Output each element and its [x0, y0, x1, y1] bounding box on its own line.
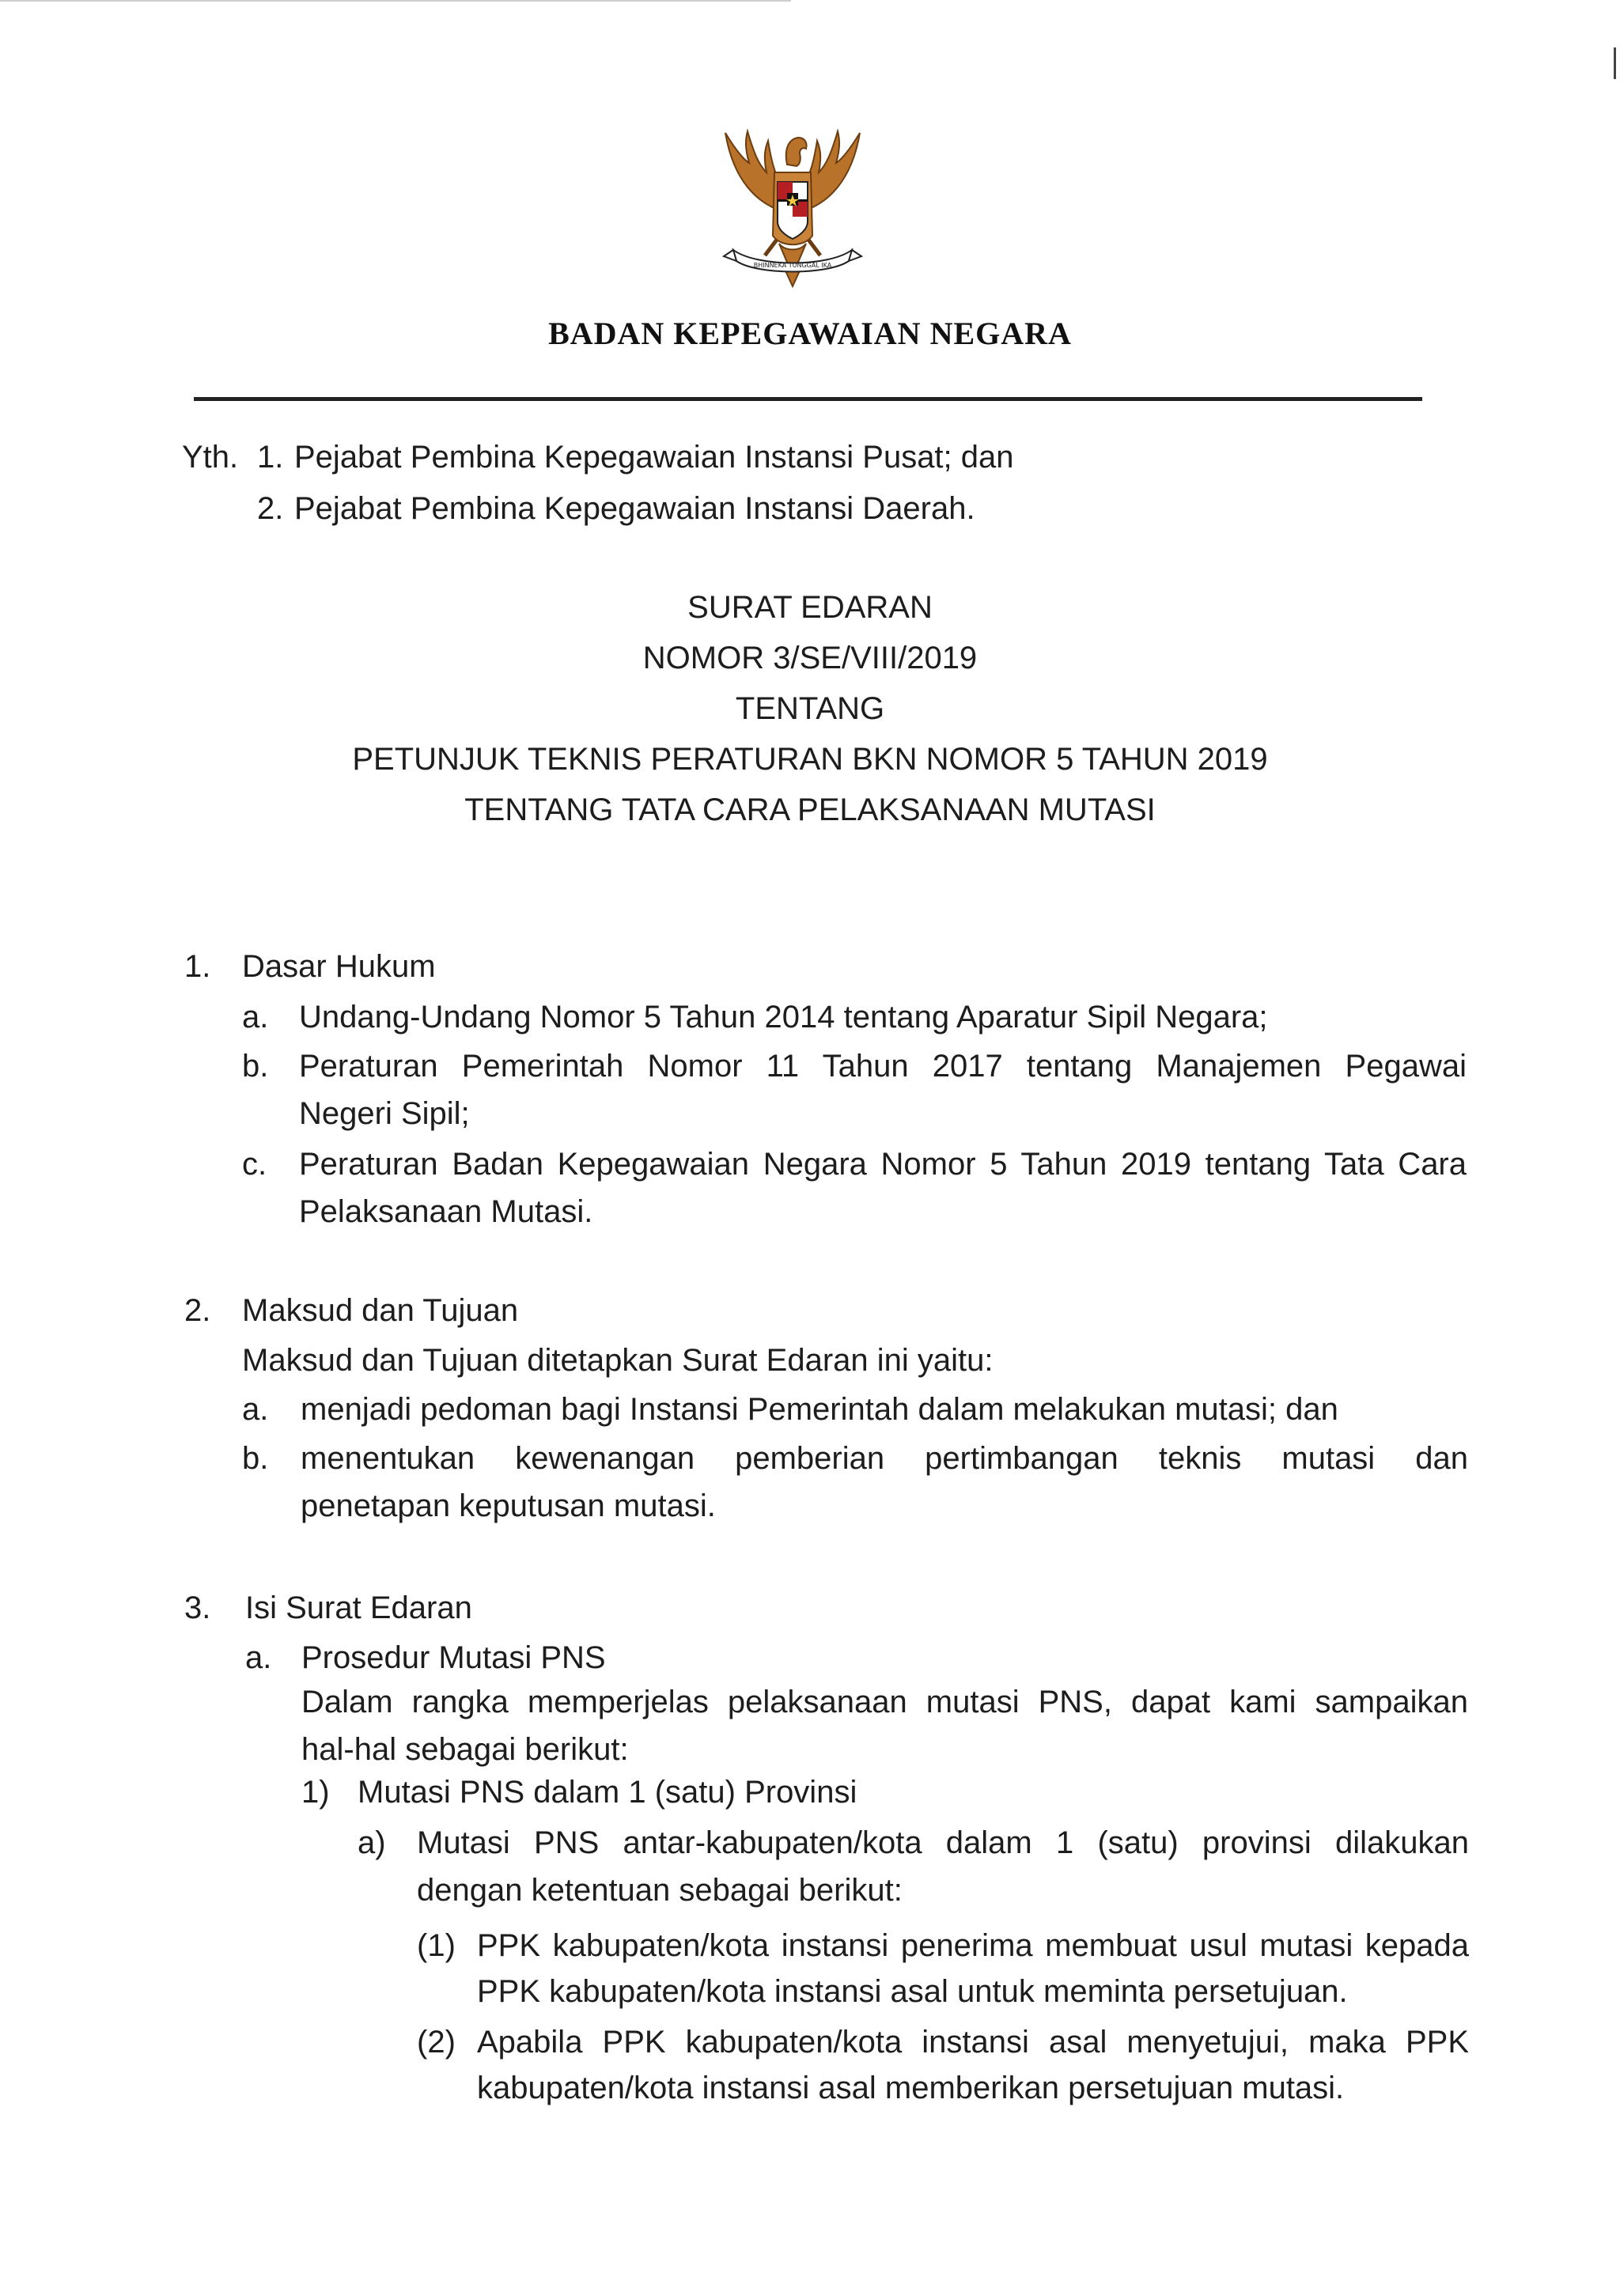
item-1-label: (1) — [417, 1928, 456, 1963]
scan-edge-mark — [1614, 47, 1616, 79]
addressee-num-2: 2. — [257, 491, 284, 526]
title-subject-line-1: PETUNJUK TEKNIS PERATURAN BKN NOMOR 5 TAHUN 2019 — [352, 742, 1268, 777]
section-3-item-a-text-line-2: hal-hal sebagai berikut: — [301, 1732, 629, 1767]
subpoint-1a-label: a) — [358, 1825, 386, 1860]
section-3-heading: Isi Surat Edaran — [245, 1591, 472, 1625]
section-1-item-a-label: a. — [242, 1000, 269, 1035]
section-2-item-b-line-2: penetapan keputusan mutasi. — [301, 1488, 716, 1523]
section-1-number: 1. — [184, 949, 211, 984]
section-3-item-a-text-line-1: Dalam rangka memperjelas pelaksanaan mutasi PNS, dapat kami sampaikan — [301, 1685, 1468, 1719]
section-2-item-a: menjadi pedoman bagi Instansi Pemerintah dalam melakukan mutasi; dan — [301, 1392, 1338, 1427]
section-1-item-b-line-1: Peraturan Pemerintah Nomor 11 Tahun 2017 tentang Manajemen Pegawai — [299, 1049, 1467, 1084]
title-nomor: NOMOR 3/SE/VIII/2019 — [642, 641, 978, 675]
addressee-num-1: 1. — [257, 440, 284, 475]
title-surat-edaran: SURAT EDARAN — [687, 590, 933, 625]
title-tentang: TENTANG — [735, 691, 885, 726]
section-1-heading: Dasar Hukum — [242, 949, 436, 984]
item-2-line-1: Apabila PPK kabupaten/kota instansi asal menyetujui, maka PPK — [477, 2025, 1469, 2060]
addressee-item-1: Pejabat Pembina Kepegawaian Instansi Pusat; dan — [294, 440, 1014, 475]
section-1-item-c-line-1: Peraturan Badan Kepegawaian Negara Nomor 5 Tahun 2019 tentang Tata Cara — [299, 1147, 1467, 1182]
section-1-item-a: Undang-Undang Nomor 5 Tahun 2014 tentang Aparatur Sipil Negara; — [299, 1000, 1268, 1035]
addressee-label: Yth. — [182, 440, 239, 475]
section-2-heading: Maksud dan Tujuan — [242, 1293, 519, 1328]
item-1-line-1: PPK kabupaten/kota instansi penerima membuat usul mutasi kepada — [477, 1928, 1469, 1963]
section-1-item-b-label: b. — [242, 1049, 269, 1084]
subpoint-1-label: 1) — [301, 1775, 330, 1810]
section-1-item-c-label: c. — [242, 1147, 267, 1182]
section-3-item-a-heading: Prosedur Mutasi PNS — [301, 1640, 606, 1675]
section-3-item-a-label: a. — [245, 1640, 272, 1675]
section-1-item-b-line-2: Negeri Sipil; — [299, 1096, 470, 1131]
item-2-line-2: kabupaten/kota instansi asal memberikan persetujuan mutasi. — [477, 2071, 1345, 2105]
section-2-item-b-line-1: menentukan kewenangan pemberian pertimbangan teknis mutasi dan — [301, 1441, 1468, 1476]
section-3-number: 3. — [184, 1591, 211, 1625]
section-2-number: 2. — [184, 1293, 211, 1328]
header-rule — [194, 397, 1422, 401]
section-2-item-b-label: b. — [242, 1441, 269, 1476]
agency-name: BADAN KEPEGAWAIAN NEGARA — [548, 316, 1072, 351]
item-2-label: (2) — [417, 2025, 456, 2060]
item-1-line-2: PPK kabupaten/kota instansi asal untuk meminta persetujuan. — [477, 1974, 1348, 2009]
subpoint-1a-line-2: dengan ketentuan sebagai berikut: — [417, 1873, 903, 1908]
subpoint-1a-line-1: Mutasi PNS antar-kabupaten/kota dalam 1 (satu) provinsi dilakukan — [417, 1825, 1469, 1860]
subpoint-1-heading: Mutasi PNS dalam 1 (satu) Provinsi — [358, 1775, 857, 1810]
scan-edge-line — [0, 0, 791, 2]
section-1-item-c-line-2: Pelaksanaan Mutasi. — [299, 1194, 593, 1229]
addressee-item-2: Pejabat Pembina Kepegawaian Instansi Daerah. — [294, 491, 975, 526]
section-2-intro: Maksud dan Tujuan ditetapkan Surat Edaran ini yaitu: — [242, 1343, 994, 1378]
title-subject-line-2: TENTANG TATA CARA PELAKSANAAN MUTASI — [464, 792, 1156, 827]
garuda-emblem — [702, 117, 884, 299]
emblem-motto: BHINNEKA TUNGGAL IKA — [753, 262, 832, 269]
section-2-item-a-label: a. — [242, 1392, 269, 1427]
